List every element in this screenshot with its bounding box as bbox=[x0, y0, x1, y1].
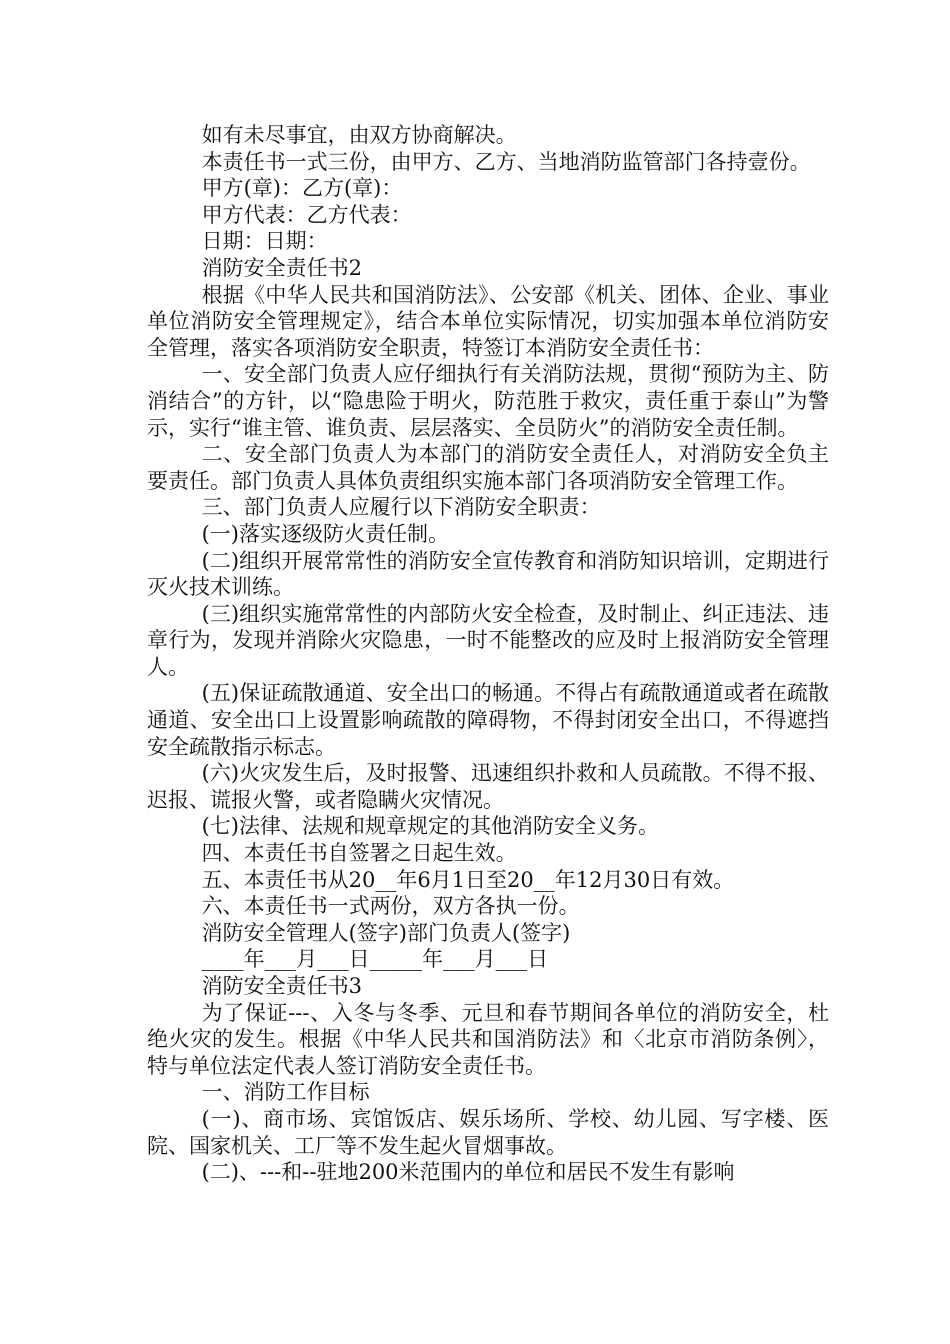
clause: 四、本责任书自签署之日起生效。 bbox=[201, 841, 517, 866]
paragraph: 为了保证---、入冬与冬季、元旦和春节期间各单位的消防安全，杜绝火灾的发生。根据《中华人民共和国消防法》和〈北京市消防条例〉，特与单位法定代表人签订消防安全责任书。 bbox=[147, 1000, 829, 1078]
sub-clause: (七)法律、法规和规章规定的其他消防安全义务。 bbox=[201, 814, 659, 839]
document-body bbox=[147, 122, 829, 1186]
clause: 五、本责任书从20__年6月1日至20__年12月30日有效。 bbox=[201, 867, 735, 892]
clause: 一、消防工作目标 bbox=[201, 1080, 370, 1105]
sub-clause: (五)保证疏散通道、安全出口的畅通。不得占有疏散通道或者在疏散通道、安全出口上设置影响疏散的障碍物，不得封闭安全出口，不得遮挡安全疏散指示标志。 bbox=[147, 681, 829, 759]
sub-clause: (一)落实逐级防火责任制。 bbox=[201, 521, 449, 546]
clause: 二、安全部门负责人为本部门的消防安全责任人，对消防安全负主要责任。部门负责人具体负责组织实施本部门各项消防安全管理工作。 bbox=[147, 442, 829, 493]
paragraph: 根据《中华人民共和国消防法》、公安部《机关、团体、企业、事业单位消防安全管理规定》，结合本单位实际情况，切实加强本单位消防安全管理，落实各项消防安全职责，特签订本消防安全责任书： bbox=[147, 282, 829, 360]
clause: 六、本责任书一式两份，双方各执一份。 bbox=[201, 894, 580, 919]
section-title: 消防安全责任书2 bbox=[201, 255, 362, 280]
sub-clause: (一)、商市场、宾馆饭店、娱乐场所、学校、幼儿园、写字楼、医院、国家机关、工厂等不发生起火冒烟事故。 bbox=[147, 1106, 829, 1158]
sub-clause: (六)火灾发生后，及时报警、迅速组织扑救和人员疏散。不得不报、迟报、谎报火警，或者隐瞒火灾情况。 bbox=[147, 761, 829, 812]
signature-line: 甲方代表：乙方代表： bbox=[201, 202, 412, 227]
paragraph: 如有未尽事宜，由双方协商解决。 bbox=[201, 123, 517, 147]
paragraph: 本责任书一式三份，由甲方、乙方、当地消防监管部门各持壹份。 bbox=[201, 149, 811, 174]
sub-clause: (三)组织实施常常性的内部防火安全检查，及时制止、纠正违法、违章行为，发现并消除火灾隐患，一时不能整改的应及时上报消防安全管理人。 bbox=[147, 601, 829, 679]
signature-line: 消防安全管理人(签字)部门负责人(签字) bbox=[201, 920, 571, 945]
section-title: 消防安全责任书3 bbox=[201, 974, 362, 998]
clause: 一、安全部门负责人应仔细执行有关消防法规，贯彻“预防为主、防消结合”的方针，以“隐患险于明火，防范胜于救灾，责任重于泰山”为警示，实行“谁主管、谁负责、层层落实、全员防火”的消防安全责任制。 bbox=[147, 362, 829, 440]
sub-clause: (二)、---和--驻地200米范围内的单位和居民不发生有影响 bbox=[201, 1160, 735, 1185]
date-line: ____年___月___日_____年___月___日 bbox=[201, 947, 549, 972]
sub-clause: (二)组织开展常常性的消防安全宣传教育和消防知识培训，定期进行灭火技术训练。 bbox=[147, 548, 829, 600]
date-line: 日期：日期： bbox=[201, 229, 328, 254]
signature-line: 甲方(章)：乙方(章)： bbox=[201, 176, 403, 201]
clause: 三、部门负责人应履行以下消防安全职责： bbox=[201, 495, 601, 520]
